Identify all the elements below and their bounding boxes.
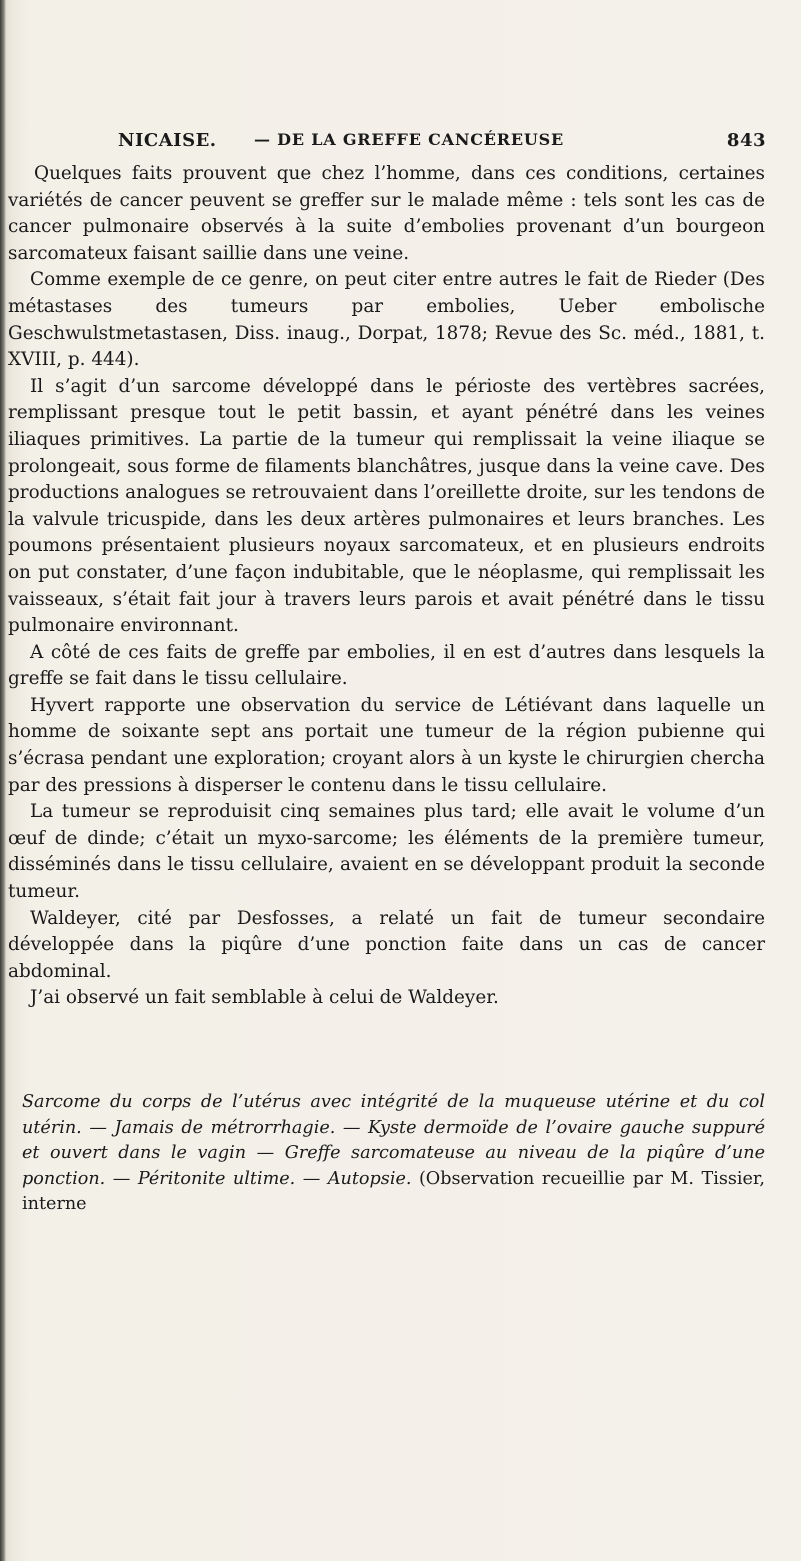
paragraph: A côté de ces faits de greffe par embolies, il en est d’autres dans lesquels la greffe se fait dans le tissu cellulaire. (8, 641, 765, 690)
running-header (118, 130, 766, 160)
paragraph: Waldeyer, cité par Desfosses, a relaté un fait de tumeur secondaire développée dans la piqûre d’une ponction faite dans un cas de cancer abdominal. (8, 907, 765, 982)
header-author: NICAISE. (118, 130, 217, 151)
body-text (0, 161, 765, 1012)
observation-title: Sarcome du corps de l’utérus avec intégrité de la muqueuse utérine et du col utérin. — Jamais de métrorrhagie. — Kyste dermoïde de l’ovaire gauche suppuré et ouvert dans le vagin — Greffe sarcomateuse au niveau de la piqûre d’une ponction. — Péritonite ultime. — Autopsie. (22, 1092, 765, 1189)
paragraph: La tumeur se reproduisit cinq semaines plus tard; elle avait le volume d’un œuf de dinde; c’était un myxo-sarcome; les éléments de la première tumeur, disséminés dans le tissu cellulaire, avaient en se développant produit la seconde tumeur. (8, 801, 765, 903)
observation-text (0, 1090, 765, 1218)
paragraph: Hyvert rapporte une observation du service de Létiévant dans laquelle un homme de soixante sept ans portait une tumeur de la région pubienne qui s’écrasa pendant une exploration; croyant alors à un kyste le chirurgien chercha par des pressions à disperser le contenu dans le tissu cellulaire. (8, 694, 765, 796)
header-title: — DE LA GREFFE CANCÉREUSE (254, 130, 564, 149)
paragraph: Il s’agit d’un sarcome développé dans le périoste des vertèbres sacrées, remplissant presque tout le petit bassin, et ayant pénétré dans les veines iliaques primitives. La partie de la tumeur qui remplissait la veine iliaque se prolongeait, sous forme de filaments blanchâtres, jusque dans la veine cave. Des productions analogues se retrouvaient dans l’oreillette droite, sur les tendons de la valvule tricuspide, dans les deux artères pulmonaires et leurs branches. Les poumons présentaient plusieurs noyaux sarcomateux, et en plusieurs endroits on put constater, d’une façon indubitable, que le néoplasme, qui remplissait les vaisseaux, s’était fait jour à travers leurs parois et avait pénétré dans le tissu pulmonaire environnant. (8, 375, 765, 637)
observation-attribution: (Observation recueillie par M. Tissier, interne (22, 1168, 765, 1215)
paragraph: Comme exemple de ce genre, on peut citer entre autres le fait de Rieder (Des métastases des tumeurs par embolies, Ueber embolische Geschwulstmetastasen, Diss. inaug., Dorpat, 1878; Revue des Sc. méd., 1881, t. XVIII, p. 444). (8, 269, 765, 371)
paragraph: J’ai observé un fait semblable à celui de Waldeyer. (30, 987, 499, 1009)
observation-heading (0, 1090, 765, 1218)
paragraph: Quelques faits prouvent que chez l’homme, dans ces conditions, certaines variétés de cancer peuvent se greffer sur le malade même : tels sont les cas de cancer pulmonaire observés à la suite d’embolies provenant d’un bourgeon sarcomateux faisant saillie dans une veine. (8, 163, 765, 264)
page-number: 843 (726, 130, 766, 151)
